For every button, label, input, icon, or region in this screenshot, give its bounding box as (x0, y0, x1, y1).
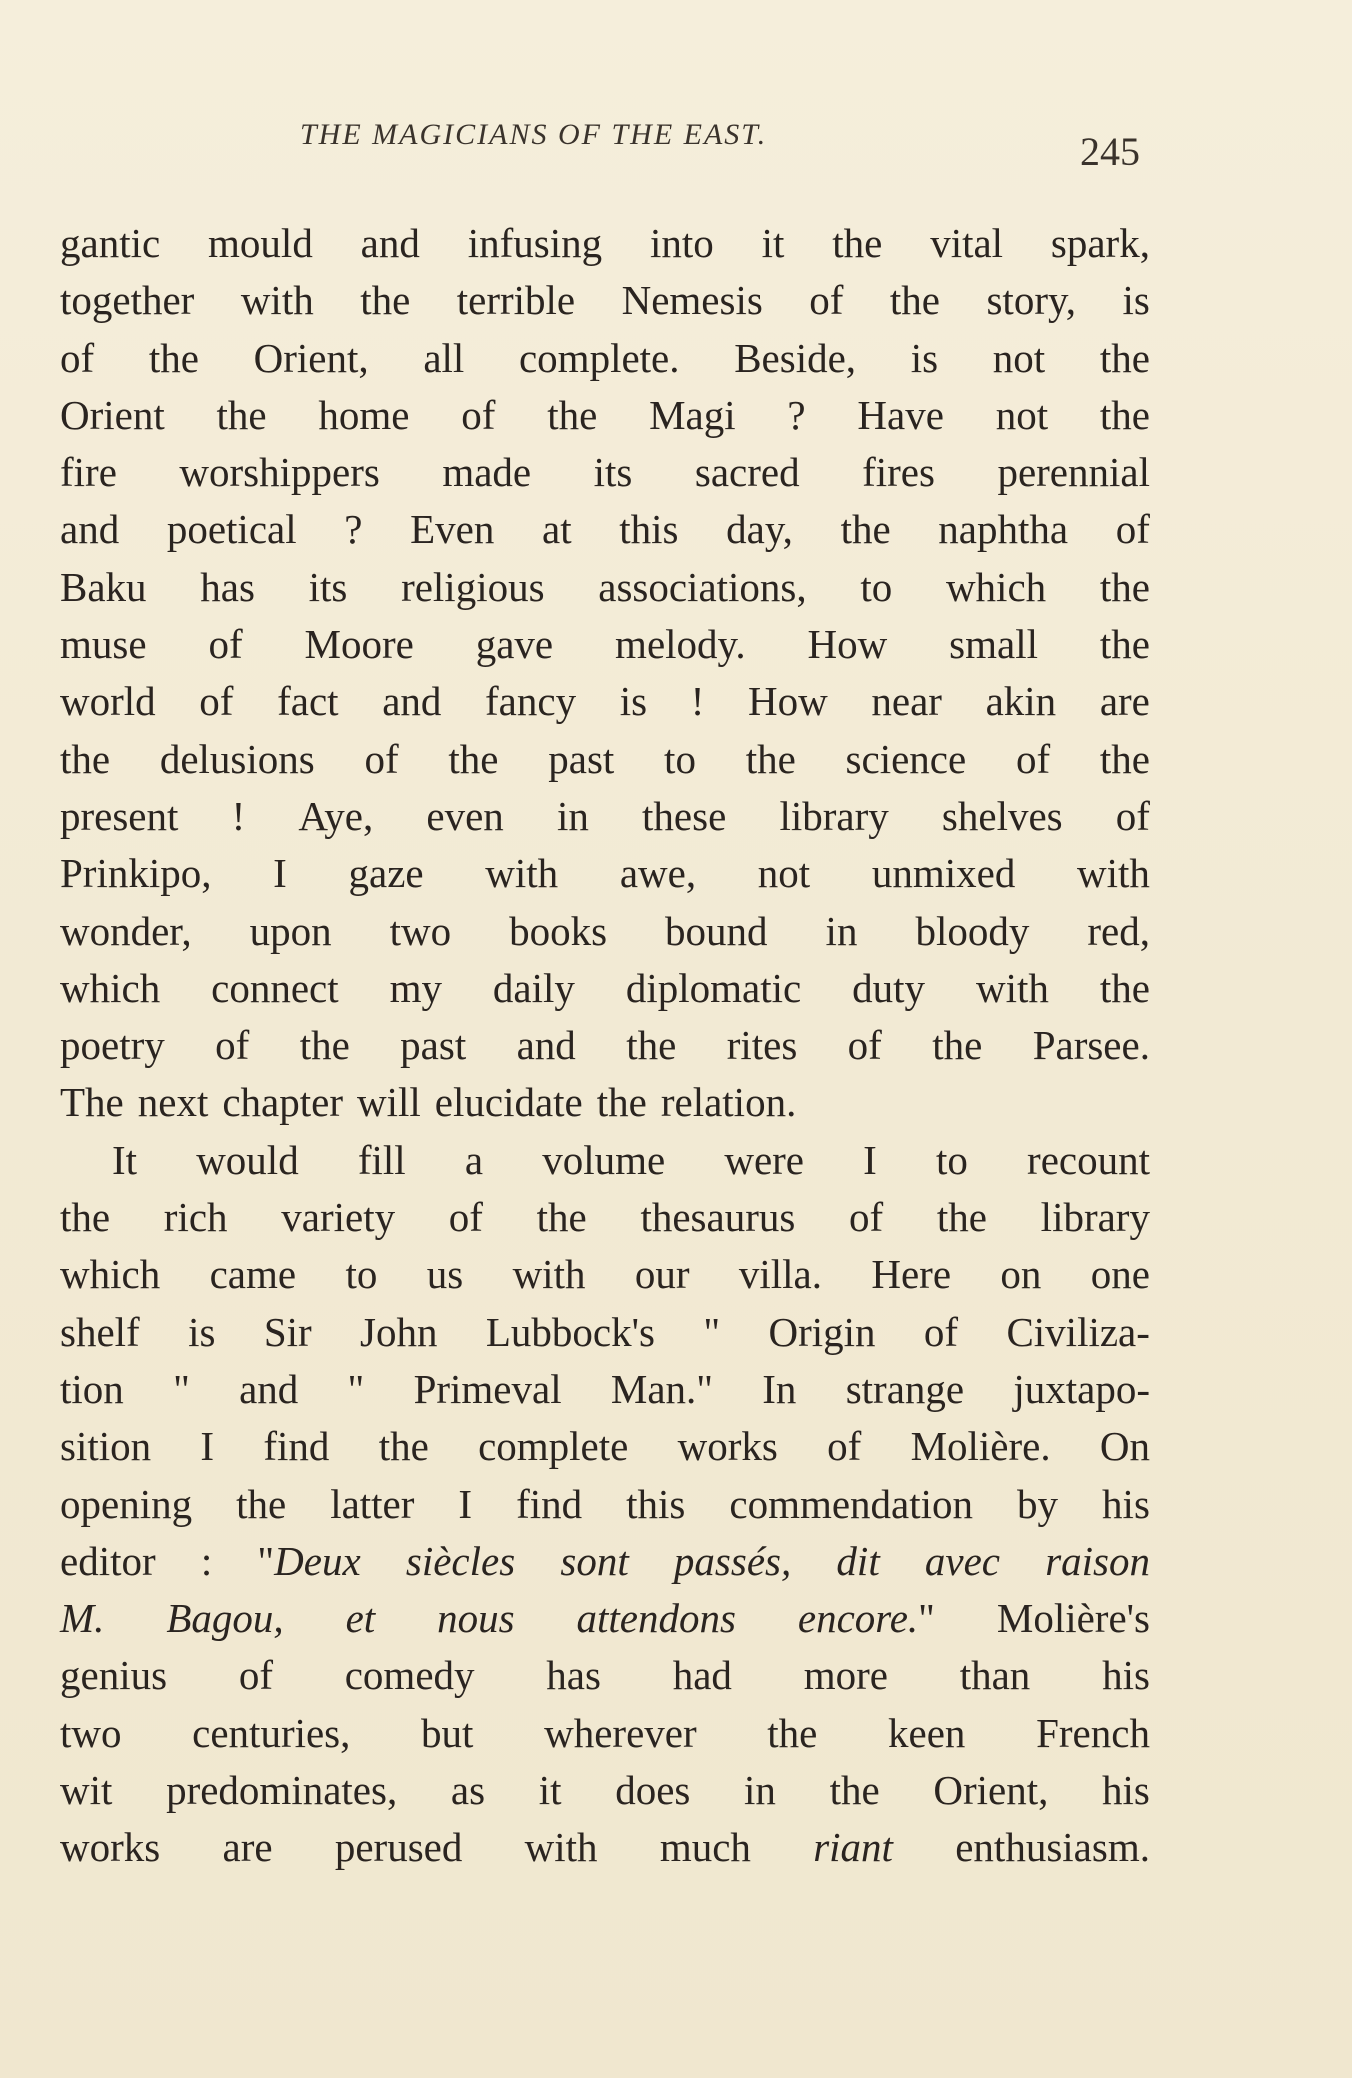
word: in (556, 792, 589, 839)
word: Beside, (734, 334, 857, 381)
word: fill (357, 1136, 406, 1183)
word: works (60, 1824, 161, 1871)
word: sont (560, 1537, 629, 1584)
word: which (60, 1251, 161, 1298)
word: the (299, 1022, 350, 1069)
word: ! (231, 792, 246, 839)
word: shelf (60, 1308, 140, 1355)
word: comedy (344, 1652, 475, 1699)
word: elucidate (434, 1079, 583, 1126)
word: our (634, 1251, 690, 1298)
word: one (1090, 1251, 1150, 1298)
word: and (382, 678, 442, 725)
word: complete (478, 1423, 629, 1470)
word: is (1122, 277, 1150, 324)
word: books (509, 907, 608, 954)
word: editor (60, 1537, 156, 1584)
word: passés, (673, 1537, 792, 1584)
word: Have (857, 391, 944, 438)
word: relation. (660, 1079, 797, 1126)
word: the (60, 735, 111, 782)
word: mould (208, 220, 313, 266)
word: find (263, 1423, 330, 1470)
word: the (448, 735, 499, 782)
word: to (860, 563, 893, 610)
word: connect (211, 964, 339, 1011)
word: rites (726, 1022, 798, 1069)
word: this (619, 506, 679, 553)
word: by (1017, 1480, 1059, 1527)
word: library (779, 792, 889, 839)
text-line (60, 731, 1150, 788)
word: Lubbock's (485, 1308, 655, 1355)
word: I (200, 1423, 215, 1470)
word: Man." (610, 1365, 713, 1412)
word: gave (475, 621, 554, 668)
word: commendation (729, 1480, 974, 1527)
word: attendons (576, 1595, 736, 1642)
text-line (60, 1476, 1150, 1533)
word: with (485, 850, 559, 897)
word: poetry (60, 1022, 165, 1069)
word: associations, (598, 563, 807, 610)
word: are (222, 1824, 273, 1871)
word: with (524, 1824, 598, 1871)
word: of (461, 391, 496, 438)
word: these (642, 792, 727, 839)
word: the (745, 735, 796, 782)
word: daily (492, 964, 575, 1011)
text-line (60, 1762, 1150, 1819)
word: as (450, 1767, 486, 1814)
word: spark, (1050, 220, 1150, 266)
text-line (60, 1304, 1150, 1361)
word: awe, (619, 850, 697, 897)
word: two (60, 1709, 122, 1756)
word: tion (60, 1365, 124, 1412)
word: near (871, 678, 942, 725)
word: Bagou, (166, 1595, 284, 1642)
word: of (1115, 506, 1150, 553)
word: two (389, 907, 452, 954)
text-line (60, 1590, 1150, 1647)
word: et (345, 1595, 376, 1642)
word: keen (888, 1709, 966, 1756)
word: gaze (348, 850, 424, 897)
word: predominates, (166, 1767, 398, 1814)
text-line (60, 903, 1150, 960)
word: Nemesis (621, 277, 763, 324)
word: is (910, 334, 939, 381)
word: unmixed (871, 850, 1016, 897)
word: Prinkipo, (60, 850, 212, 897)
text-line (60, 1647, 1150, 1704)
word: in (744, 1767, 776, 1814)
word: How (748, 678, 828, 725)
word: the (216, 391, 267, 438)
word: Even (410, 506, 495, 553)
word: works (677, 1423, 778, 1470)
word: which (60, 964, 161, 1011)
text-line (60, 330, 1150, 387)
word: M. (60, 1595, 105, 1642)
word: the (1099, 735, 1150, 782)
text-line (60, 1074, 1150, 1131)
word: wherever (544, 1709, 697, 1756)
word: In (762, 1365, 797, 1412)
word: is (188, 1308, 216, 1355)
text-line (60, 1418, 1150, 1475)
word: does (615, 1767, 691, 1814)
text-line (60, 215, 1150, 272)
word: enthusiasm. (955, 1824, 1150, 1871)
word: of (1115, 792, 1150, 839)
word: on (1000, 1251, 1042, 1298)
word: with (975, 964, 1049, 1011)
word: villa. (738, 1251, 822, 1298)
word: are (1099, 678, 1150, 725)
text-line (60, 960, 1150, 1017)
word: his (1102, 1480, 1150, 1527)
word: his (1102, 1767, 1150, 1814)
word: day, (726, 506, 793, 553)
text-line (60, 616, 1150, 673)
word: I (863, 1136, 877, 1183)
word: is (619, 678, 648, 725)
text-line (60, 1705, 1150, 1762)
word: Molière's (996, 1595, 1150, 1642)
word: the (60, 1194, 111, 1241)
word: "Deux (257, 1537, 361, 1584)
word: delusions (159, 735, 315, 782)
word: vital (930, 220, 1004, 266)
word: with (1077, 850, 1150, 897)
word: rich (163, 1194, 228, 1241)
word: story, (986, 277, 1077, 324)
word: nous (437, 1595, 515, 1642)
word: poetical (166, 506, 297, 553)
word: worshippers (179, 449, 380, 496)
word: Orient, (253, 334, 369, 381)
word: perused (334, 1824, 463, 1871)
word: latter (330, 1480, 415, 1527)
word: Civiliza- (1006, 1308, 1150, 1355)
word: and (239, 1365, 299, 1412)
word: home (318, 391, 410, 438)
word: bound (665, 907, 768, 954)
word: with (512, 1251, 586, 1298)
text-line (60, 1017, 1150, 1074)
word: I (273, 850, 287, 897)
word: it (761, 220, 785, 266)
word: strange (845, 1365, 965, 1412)
text-line (60, 1361, 1150, 1418)
word: has (200, 563, 255, 610)
word: came (209, 1251, 297, 1298)
word: made (442, 449, 532, 496)
word: present (60, 792, 179, 839)
word: of (827, 1423, 862, 1470)
word: us (426, 1251, 464, 1298)
word: fire (60, 449, 117, 496)
word: Baku (60, 563, 147, 610)
word: melody. (615, 621, 746, 668)
word: at (542, 506, 572, 553)
text-line (60, 1189, 1150, 1246)
word: Magi (649, 391, 736, 438)
word: John (360, 1308, 438, 1355)
word: his (1102, 1652, 1150, 1699)
word: had (672, 1652, 732, 1699)
word: the (536, 1194, 587, 1241)
word: fires (862, 449, 935, 496)
word: perennial (997, 449, 1150, 496)
word: of (238, 1652, 273, 1699)
word: will (356, 1079, 421, 1126)
word: It (112, 1136, 138, 1183)
word: religious (401, 563, 545, 610)
text-line (60, 501, 1150, 558)
word: Origin (768, 1308, 876, 1355)
word: Primeval (413, 1365, 562, 1412)
word: past (548, 735, 615, 782)
word: science (845, 735, 967, 782)
word: the (547, 391, 598, 438)
word: of (809, 277, 844, 324)
text-line (60, 673, 1150, 730)
word: the (832, 220, 883, 266)
word: avec (924, 1537, 1000, 1584)
word: my (389, 964, 442, 1011)
word: Orient (60, 391, 165, 438)
word: sition (60, 1423, 152, 1470)
word: of (60, 334, 95, 381)
word: raison (1045, 1537, 1150, 1584)
word: the (148, 334, 199, 381)
word: world (60, 678, 156, 725)
word: I (458, 1480, 473, 1527)
word: of (448, 1194, 483, 1241)
word: shelves (941, 792, 1063, 839)
word: naphtha (938, 506, 1069, 553)
word: thesaurus (640, 1194, 796, 1241)
word: fact (277, 678, 339, 725)
word: ? (787, 391, 806, 438)
word: library (1040, 1194, 1150, 1241)
word: genius (60, 1652, 168, 1699)
word: the (829, 1767, 880, 1814)
word: into (649, 220, 714, 266)
word: Here (871, 1251, 952, 1298)
word: of (847, 1022, 882, 1069)
text-line (60, 1132, 1150, 1189)
word: has (546, 1652, 601, 1699)
word: the (1099, 563, 1150, 610)
word: of (208, 621, 243, 668)
word: Parsee. (1032, 1022, 1150, 1069)
text-line (60, 845, 1150, 902)
word: the (360, 277, 411, 324)
word: the (1099, 621, 1150, 668)
body-text (60, 215, 1150, 1877)
word: to (664, 735, 696, 782)
word: sacred (694, 449, 800, 496)
running-head: THE MAGICIANS OF THE EAST. (300, 118, 768, 151)
text-line (60, 788, 1150, 845)
word: than (959, 1652, 1031, 1699)
word: diplomatic (625, 964, 802, 1011)
word: the (932, 1022, 983, 1069)
word: even (426, 792, 504, 839)
word: were (724, 1136, 805, 1183)
word: small (949, 621, 1038, 668)
word: infusing (467, 220, 603, 266)
word: encore." (797, 1595, 935, 1642)
word: chapter (222, 1079, 343, 1126)
text-line (60, 444, 1150, 501)
word: to (345, 1251, 378, 1298)
word: of (199, 678, 234, 725)
word: of (849, 1194, 884, 1241)
word: the (936, 1194, 987, 1241)
word: the (840, 506, 891, 553)
word: Orient, (933, 1767, 1049, 1814)
word: duty (852, 964, 926, 1011)
word: complete. (518, 334, 680, 381)
word: with (240, 277, 314, 324)
word: French (1036, 1709, 1150, 1756)
word: and (516, 1022, 576, 1069)
word: and (60, 506, 120, 553)
word: gantic (60, 220, 161, 266)
word: of (1015, 735, 1051, 782)
word: : (200, 1537, 213, 1584)
word: of (923, 1308, 959, 1355)
word: all (423, 334, 465, 381)
word: it (538, 1767, 562, 1814)
word: past (400, 1022, 467, 1069)
word: together (60, 277, 195, 324)
text-line (60, 1246, 1150, 1303)
word: upon (249, 907, 332, 954)
word: not (757, 850, 811, 897)
word: not (995, 391, 1049, 438)
word: of (215, 1022, 250, 1069)
word: variety (281, 1194, 396, 1241)
word: muse (60, 621, 147, 668)
word: riant (813, 1824, 893, 1871)
word: its (593, 449, 633, 496)
word: the (596, 1079, 647, 1126)
word: the (1099, 334, 1150, 381)
word: find (516, 1480, 583, 1527)
text-line (60, 1533, 1150, 1590)
word: bloody (915, 907, 1030, 954)
word: Moore (304, 621, 414, 668)
word: recount (1027, 1136, 1150, 1183)
word: Sir (263, 1308, 312, 1355)
word: of (364, 735, 399, 782)
page-number: 245 (1080, 129, 1140, 174)
word: in (825, 907, 858, 954)
word: fancy (485, 678, 577, 725)
word: the (767, 1709, 818, 1756)
word: more (803, 1652, 888, 1699)
word: akin (985, 678, 1057, 725)
text-line (60, 272, 1150, 329)
word: this (626, 1480, 686, 1527)
word: but (421, 1709, 474, 1756)
word: the (1099, 391, 1150, 438)
word: volume (542, 1136, 666, 1183)
word: juxtapo- (1013, 1365, 1150, 1412)
word: " (173, 1365, 190, 1412)
word: Molière. (910, 1423, 1051, 1470)
word: the (1099, 964, 1150, 1011)
word: and (360, 220, 420, 266)
word: would (196, 1136, 299, 1183)
word: ? (344, 506, 363, 553)
word: " (703, 1308, 721, 1355)
text-line (60, 1819, 1150, 1876)
word: to (935, 1136, 968, 1183)
word: the (378, 1423, 429, 1470)
word: terrible (456, 277, 576, 324)
word: not (992, 334, 1046, 381)
word: its (308, 563, 348, 610)
word: the (889, 277, 940, 324)
word: ! (690, 678, 705, 725)
word: red, (1087, 907, 1150, 954)
word: On (1099, 1423, 1150, 1470)
word: Aye, (298, 792, 374, 839)
text-line (60, 387, 1150, 444)
word: " (347, 1365, 365, 1412)
word: the (236, 1480, 287, 1527)
word: next (137, 1079, 209, 1126)
word: opening (60, 1480, 193, 1527)
word: How (807, 621, 888, 668)
word: wit (60, 1767, 113, 1814)
word: a (464, 1136, 484, 1183)
word: which (945, 563, 1047, 610)
word: the (626, 1022, 677, 1069)
word: dit (836, 1537, 880, 1584)
word: wonder, (60, 907, 192, 954)
word: much (659, 1824, 751, 1871)
text-line (60, 559, 1150, 616)
word: centuries, (192, 1709, 351, 1756)
word: The (60, 1079, 124, 1126)
word: siècles (405, 1537, 516, 1584)
